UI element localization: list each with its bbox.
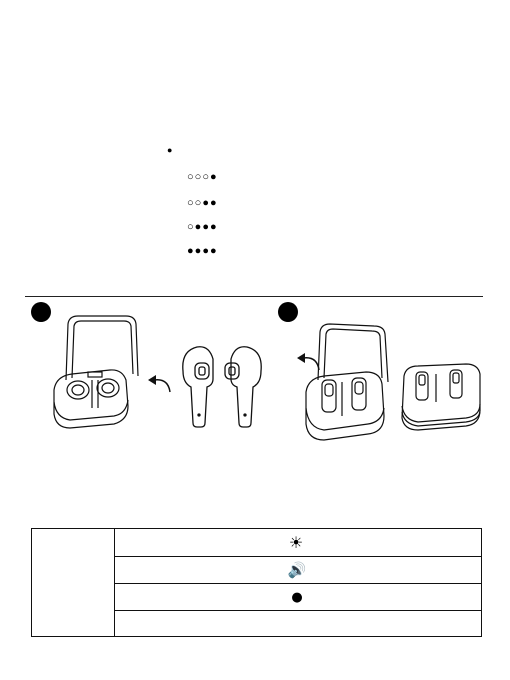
led: ● (187, 245, 195, 257)
led: ● (202, 245, 210, 257)
case-closed-illustration (398, 362, 483, 432)
single-led: ● (167, 145, 173, 155)
led: ● (202, 221, 210, 233)
table-row (115, 557, 482, 584)
table-row (115, 584, 482, 611)
indicator-table (31, 528, 482, 637)
led: ● (209, 221, 218, 233)
light-icon: ☀ (288, 532, 304, 552)
led: ○ (202, 171, 210, 183)
led: ● (194, 245, 203, 257)
step-2-number-badge (278, 302, 298, 322)
led: ● (209, 245, 218, 257)
led: ○ (187, 221, 195, 233)
earbuds-illustration (177, 343, 267, 428)
rotate-arrow-icon (146, 372, 176, 394)
led: ○ (194, 197, 203, 209)
led-row-2 (187, 197, 218, 209)
led: ○ (187, 171, 195, 183)
led: ● (194, 221, 203, 233)
table-header-cell (32, 529, 115, 637)
dot-icon: ● (291, 590, 303, 605)
led-row-3 (187, 221, 218, 233)
sound-icon: 🔊 (287, 560, 307, 579)
led-row-1 (187, 171, 218, 183)
table-row (115, 611, 482, 637)
section-divider (25, 296, 483, 297)
led-row-4 (187, 245, 218, 257)
led: ● (209, 171, 218, 183)
table-row (115, 529, 482, 557)
led: ● (209, 197, 218, 209)
led: ○ (187, 197, 195, 209)
led: ● (202, 197, 210, 209)
led: ○ (194, 171, 203, 183)
case-with-earbuds-open-illustration (302, 320, 402, 450)
